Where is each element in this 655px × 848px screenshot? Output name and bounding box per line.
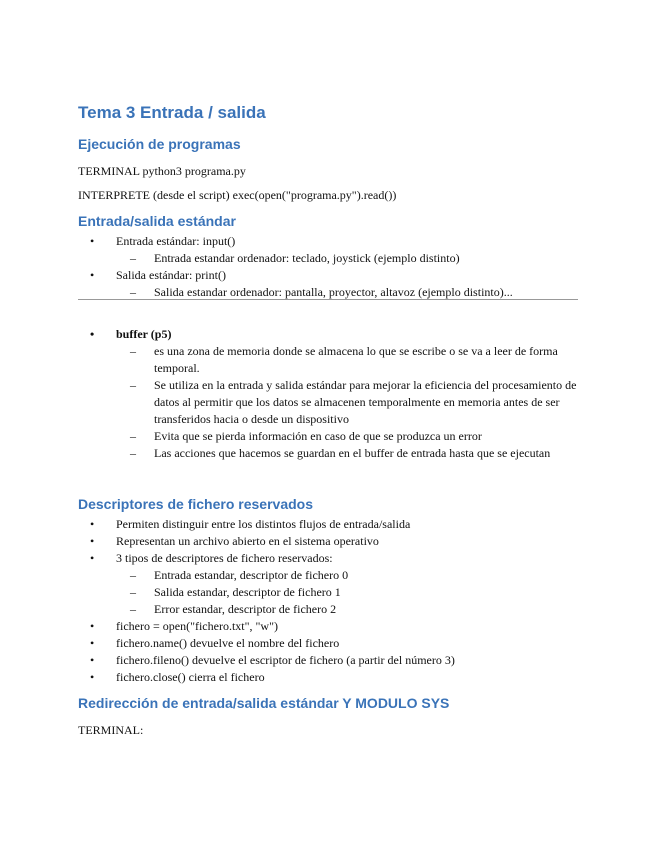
heading-entrada-salida-estandar: Entrada/salida estándar — [78, 213, 236, 229]
list-item: – Entrada estandar, descriptor de fichero 0 — [78, 567, 598, 584]
redireccion-terminal-line: TERMINAL: — [78, 723, 144, 737]
list-item: – Salida estandar ordenador: pantalla, proyector, altavoz (ejemplo distinto)... — [78, 284, 598, 301]
list-item: – Evita que se pierda información en caso de que se produzca un error — [78, 428, 598, 445]
page-title: Tema 3 Entrada / salida — [78, 103, 266, 122]
buffer-list — [78, 326, 598, 462]
list-item: • fichero.name() devuelve el nombre del fichero — [78, 635, 598, 652]
list-item: – Entrada estandar ordenador: teclado, joystick (ejemplo distinto) — [78, 250, 598, 267]
heading-ejecucion: Ejecución de programas — [78, 136, 241, 152]
list-item: – es una zona de memoria donde se almacena lo que se escribe o se va a leer de forma temporal. — [78, 343, 598, 377]
list-item: – Las acciones que hacemos se guardan en el buffer de entrada hasta que se ejecutan — [78, 445, 598, 462]
list-item: • Representan un archivo abierto en el sistema operativo — [78, 533, 598, 550]
ejecucion-interprete-line: INTERPRETE (desde el script) exec(open("programa.py").read()) — [78, 188, 397, 202]
list-item: – Salida estandar, descriptor de fichero 1 — [78, 584, 598, 601]
buffer-label: • buffer (p5) — [78, 326, 598, 343]
list-item: • 3 tipos de descriptores de fichero reservados: — [78, 550, 598, 567]
list-item: • Permiten distinguir entre los distintos flujos de entrada/salida — [78, 516, 598, 533]
list-item: – Error estandar, descriptor de fichero 2 — [78, 601, 598, 618]
list-item: • Entrada estándar: input() — [78, 233, 598, 250]
estandar-list — [78, 233, 598, 301]
heading-redireccion: Redirección de entrada/salida estándar Y MODULO SYS — [78, 695, 450, 711]
list-item: • fichero.fileno() devuelve el escriptor de fichero (a partir del número 3) — [78, 652, 598, 669]
list-item: • Salida estándar: print() — [78, 267, 598, 284]
list-item: • fichero.close() cierra el fichero — [78, 669, 598, 686]
ejecucion-terminal-line: TERMINAL python3 programa.py — [78, 164, 246, 178]
horizontal-divider — [78, 299, 578, 300]
descriptores-list — [78, 516, 598, 686]
list-item: – Se utiliza en la entrada y salida estándar para mejorar la eficiencia del procesamiento de datos al permitir que los datos se almacenen temporalmente en memoria antes de ser transferidos hacia o desde un dispositivo — [78, 377, 598, 428]
list-item: • fichero = open("fichero.txt", "w") — [78, 618, 598, 635]
heading-descriptores: Descriptores de fichero reservados — [78, 496, 313, 512]
